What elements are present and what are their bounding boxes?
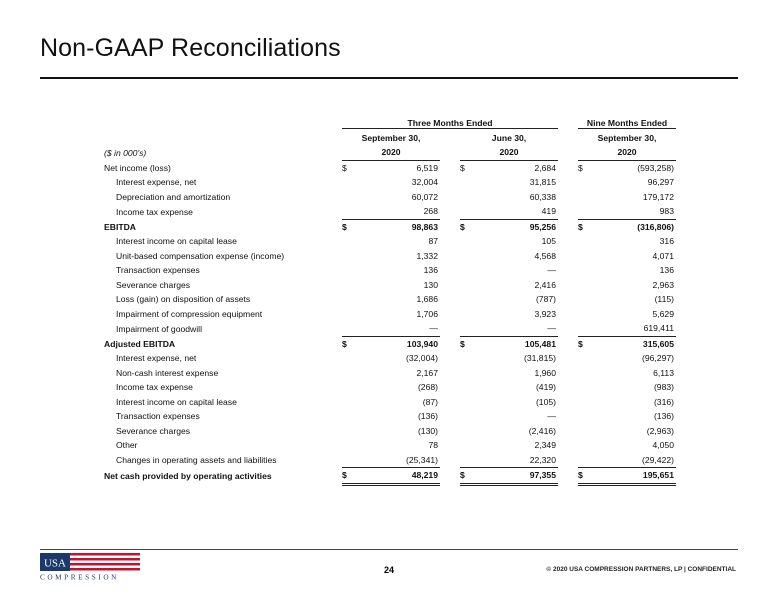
value-q3-2020: 78	[428, 440, 438, 451]
currency-symbol	[578, 409, 588, 424]
column-gap	[558, 234, 578, 249]
value-q2-2020: 4,568	[534, 250, 556, 261]
column-gap	[558, 409, 578, 424]
value-q2-2020: 22,320	[529, 454, 556, 465]
value-q2-2020: (787)	[535, 294, 556, 305]
value-9m-2020: (983)	[653, 382, 674, 393]
currency-symbol	[460, 249, 470, 264]
currency-symbol	[460, 278, 470, 293]
column-gap	[440, 395, 460, 410]
table-row	[104, 321, 676, 336]
currency-symbol	[460, 190, 470, 205]
footer-divider	[40, 549, 738, 550]
page-title: Non-GAAP Reconciliations	[40, 34, 341, 62]
header-three-months: Three Months Ended	[342, 118, 558, 129]
currency-symbol	[578, 204, 588, 219]
column-gap	[558, 395, 578, 410]
currency-symbol	[342, 409, 352, 424]
value-q2-2020: (105)	[535, 396, 556, 407]
row-label: Transaction expenses	[116, 265, 200, 276]
value-q3-2020: 1,706	[416, 308, 438, 319]
currency-symbol	[578, 395, 588, 410]
value-9m-2020: 5,629	[652, 308, 674, 319]
value-9m-2020: (115)	[654, 294, 674, 305]
value-q3-2020: 2,167	[416, 367, 438, 378]
logo-usa-text: USA	[43, 557, 67, 570]
table-row	[104, 380, 676, 395]
header-year-row	[104, 145, 676, 160]
currency-symbol	[578, 366, 588, 381]
currency-symbol	[460, 438, 470, 453]
table-row	[104, 336, 676, 351]
header-col2-year: 2020	[460, 145, 558, 160]
header-date-row	[104, 131, 676, 146]
column-gap	[440, 175, 460, 190]
column-gap	[558, 249, 578, 264]
row-label: Income tax expense	[116, 382, 193, 393]
header-col2-date: June 30,	[491, 132, 527, 143]
row-label: Unit-based compensation expense (income)	[116, 250, 285, 261]
currency-symbol: $	[578, 219, 588, 234]
value-q2-2020: 419	[541, 206, 556, 217]
currency-symbol	[578, 292, 588, 307]
currency-symbol	[578, 321, 588, 336]
value-9m-2020: 619,411	[643, 323, 674, 334]
table-row	[104, 234, 676, 249]
value-q2-2020: —	[547, 323, 556, 334]
currency-symbol	[578, 175, 588, 190]
currency-symbol: $	[460, 162, 465, 173]
value-9m-2020: 4,050	[652, 440, 674, 451]
column-gap	[440, 380, 460, 395]
column-gap	[558, 380, 578, 395]
currency-symbol: $	[342, 336, 352, 351]
row-label: Non-cash interest expense	[116, 367, 219, 378]
value-q3-2020: (25,341)	[405, 454, 438, 465]
currency-symbol	[342, 321, 352, 336]
currency-symbol	[342, 175, 352, 190]
header-col1-date: September 30,	[361, 132, 421, 143]
column-gap	[440, 249, 460, 264]
value-9m-2020: (316,806)	[588, 219, 676, 234]
value-9m-2020: (96,297)	[641, 353, 674, 364]
column-gap	[440, 278, 460, 293]
column-gap	[558, 292, 578, 307]
value-q3-2020: (87)	[422, 396, 438, 407]
row-label: Net income (loss)	[104, 162, 171, 173]
value-q2-2020: (31,815)	[523, 353, 556, 364]
currency-symbol	[578, 278, 588, 293]
column-gap	[558, 204, 578, 219]
currency-symbol	[342, 263, 352, 278]
footer-copyright: © 2020 USA COMPRESSION PARTNERS, LP | CONFIDENTIAL	[546, 566, 736, 573]
value-q3-2020: 98,863	[352, 219, 440, 234]
currency-symbol	[460, 351, 470, 366]
value-q3-2020: (130)	[417, 425, 438, 436]
currency-symbol	[460, 234, 470, 249]
usa-compression-logo	[40, 553, 140, 581]
currency-symbol	[342, 380, 352, 395]
table-body	[104, 160, 676, 484]
value-q2-2020: 2,684	[534, 162, 556, 173]
value-q3-2020: 103,940	[352, 336, 440, 351]
currency-symbol	[578, 438, 588, 453]
currency-symbol: $	[460, 468, 470, 485]
row-label: Adjusted EBITDA	[104, 338, 176, 349]
currency-symbol	[578, 263, 588, 278]
column-gap	[558, 351, 578, 366]
currency-symbol	[342, 190, 352, 205]
currency-symbol	[460, 395, 470, 410]
table-row	[104, 263, 676, 278]
row-label: Severance charges	[116, 279, 191, 290]
value-q3-2020: 60,072	[411, 191, 438, 202]
value-q3-2020: 48,219	[352, 468, 440, 485]
column-gap	[440, 292, 460, 307]
table-row	[104, 395, 676, 410]
column-gap	[558, 175, 578, 190]
currency-symbol	[342, 395, 352, 410]
value-q3-2020: 1,332	[416, 250, 438, 261]
value-q3-2020: 87	[428, 236, 438, 247]
row-label: Changes in operating assets and liabilities	[116, 455, 277, 465]
row-label: EBITDA	[104, 221, 136, 232]
value-q3-2020: 32,004	[411, 177, 438, 188]
currency-symbol	[342, 249, 352, 264]
row-label: Net cash provided by operating activities	[104, 470, 272, 481]
currency-symbol	[578, 307, 588, 322]
row-label: Transaction expenses	[116, 411, 200, 422]
units-label: ($ in 000's)	[104, 147, 147, 158]
header-col3-year: 2020	[578, 145, 676, 160]
currency-symbol	[460, 424, 470, 439]
value-9m-2020: (29,422)	[641, 454, 674, 465]
value-q3-2020: 268	[423, 206, 438, 217]
value-q3-2020: 130	[423, 279, 438, 290]
value-q3-2020: 6,519	[416, 162, 438, 173]
currency-symbol	[342, 234, 352, 249]
table-row	[104, 249, 676, 264]
column-gap	[558, 190, 578, 205]
value-9m-2020: 195,651	[588, 468, 676, 485]
value-q2-2020: 2,349	[534, 440, 556, 451]
column-gap	[558, 307, 578, 322]
currency-symbol	[460, 366, 470, 381]
row-label: Severance charges	[116, 425, 191, 436]
column-gap	[440, 366, 460, 381]
column-gap	[558, 219, 578, 234]
page-number: 24	[384, 565, 395, 575]
value-q2-2020: —	[547, 411, 556, 422]
table-row	[104, 453, 676, 468]
value-9m-2020: 136	[659, 265, 674, 276]
column-gap	[440, 424, 460, 439]
currency-symbol: $	[578, 336, 588, 351]
table-row	[104, 175, 676, 190]
column-gap	[440, 351, 460, 366]
value-q2-2020: 105,481	[470, 336, 558, 351]
value-q3-2020: —	[429, 323, 438, 334]
value-q2-2020: 97,355	[470, 468, 558, 485]
table-row	[104, 424, 676, 439]
currency-symbol: $	[460, 336, 470, 351]
value-q2-2020: (2,416)	[528, 425, 556, 436]
currency-symbol	[578, 190, 588, 205]
row-label: Interest expense, net	[116, 353, 197, 364]
column-gap	[440, 336, 460, 351]
row-label: Interest expense, net	[116, 177, 197, 188]
column-gap	[440, 321, 460, 336]
value-9m-2020: 4,071	[652, 250, 674, 261]
value-9m-2020: 316	[659, 236, 674, 247]
column-gap	[558, 160, 578, 175]
header-col1-year: 2020	[342, 145, 440, 160]
value-q2-2020: 31,815	[529, 177, 556, 188]
currency-symbol	[460, 409, 470, 424]
value-q2-2020: 1,960	[534, 367, 556, 378]
value-q2-2020: —	[547, 265, 556, 276]
value-9m-2020: 96,297	[647, 177, 674, 188]
value-9m-2020: (593,258)	[637, 162, 674, 173]
currency-symbol: $	[342, 468, 352, 485]
currency-symbol	[460, 204, 470, 219]
value-9m-2020: 315,605	[588, 336, 676, 351]
currency-symbol	[342, 307, 352, 322]
currency-symbol	[460, 307, 470, 322]
currency-symbol	[460, 380, 470, 395]
row-label: Depreciation and amortization	[116, 191, 231, 202]
column-gap	[440, 219, 460, 234]
row-label: Other	[116, 440, 138, 451]
column-gap	[440, 263, 460, 278]
currency-symbol	[342, 351, 352, 366]
row-label: Impairment of goodwill	[116, 323, 202, 334]
table-row	[104, 204, 676, 219]
currency-symbol	[342, 366, 352, 381]
column-gap	[558, 278, 578, 293]
currency-symbol	[460, 453, 470, 468]
currency-symbol	[578, 424, 588, 439]
value-q2-2020: 60,338	[529, 191, 556, 202]
table-row	[104, 292, 676, 307]
currency-symbol	[342, 204, 352, 219]
row-label: Loss (gain) on disposition of assets	[116, 294, 251, 305]
currency-symbol	[578, 453, 588, 468]
column-gap	[558, 438, 578, 453]
value-9m-2020: (316)	[653, 396, 674, 407]
table-row	[104, 307, 676, 322]
value-q3-2020: (268)	[417, 382, 438, 393]
column-gap	[440, 160, 460, 175]
column-gap	[558, 263, 578, 278]
header-group-row	[104, 116, 676, 131]
currency-symbol	[342, 278, 352, 293]
value-q2-2020: (419)	[535, 382, 556, 393]
table-row	[104, 351, 676, 366]
row-label: Interest income on capital lease	[116, 396, 237, 407]
logo-compression-text: COMPRESSION	[40, 573, 119, 581]
table-row	[104, 438, 676, 453]
column-gap	[440, 307, 460, 322]
value-q3-2020: (32,004)	[405, 353, 438, 364]
currency-symbol: $	[342, 162, 347, 173]
table-row	[104, 409, 676, 424]
value-9m-2020: 2,963	[652, 279, 674, 290]
currency-symbol	[578, 249, 588, 264]
currency-symbol	[460, 175, 470, 190]
column-gap	[440, 468, 460, 485]
currency-symbol	[460, 263, 470, 278]
value-9m-2020: (2,963)	[646, 425, 674, 436]
currency-symbol: $	[578, 468, 588, 485]
reconciliation-table	[104, 116, 676, 486]
value-9m-2020: 179,172	[642, 191, 674, 202]
value-9m-2020: 6,113	[653, 367, 674, 378]
row-label: Income tax expense	[116, 206, 193, 217]
currency-symbol: $	[460, 219, 470, 234]
value-q3-2020: (136)	[417, 411, 438, 422]
table-row	[104, 190, 676, 205]
currency-symbol	[578, 234, 588, 249]
column-gap	[558, 321, 578, 336]
table-row	[104, 278, 676, 293]
value-q3-2020: 136	[423, 265, 438, 276]
column-gap	[440, 453, 460, 468]
currency-symbol	[342, 438, 352, 453]
value-q2-2020: 95,256	[470, 219, 558, 234]
currency-symbol: $	[342, 219, 352, 234]
column-gap	[440, 409, 460, 424]
table-row	[104, 366, 676, 381]
value-9m-2020: (136)	[653, 411, 674, 422]
column-gap	[440, 204, 460, 219]
table-row	[104, 160, 676, 175]
row-label: Impairment of compression equipment	[116, 308, 263, 319]
column-gap	[558, 453, 578, 468]
currency-symbol	[460, 292, 470, 307]
currency-symbol: $	[578, 162, 583, 173]
currency-symbol	[342, 292, 352, 307]
column-gap	[440, 190, 460, 205]
column-gap	[440, 438, 460, 453]
column-gap	[558, 468, 578, 485]
header-col3-date: September 30,	[597, 132, 657, 143]
currency-symbol	[460, 321, 470, 336]
column-gap	[558, 336, 578, 351]
currency-symbol	[578, 351, 588, 366]
value-q2-2020: 2,416	[534, 279, 556, 290]
currency-symbol	[342, 453, 352, 468]
value-q2-2020: 3,923	[534, 308, 556, 319]
column-gap	[558, 424, 578, 439]
column-gap	[558, 366, 578, 381]
table-row	[104, 468, 676, 485]
currency-symbol	[342, 424, 352, 439]
title-divider	[40, 77, 738, 79]
table-row	[104, 219, 676, 234]
row-label: Interest income on capital lease	[116, 236, 237, 247]
column-gap	[440, 234, 460, 249]
header-nine-months: Nine Months Ended	[578, 118, 676, 129]
value-q3-2020: 1,686	[416, 294, 438, 305]
value-q2-2020: 105	[541, 236, 556, 247]
value-9m-2020: 983	[659, 206, 674, 217]
currency-symbol	[578, 380, 588, 395]
